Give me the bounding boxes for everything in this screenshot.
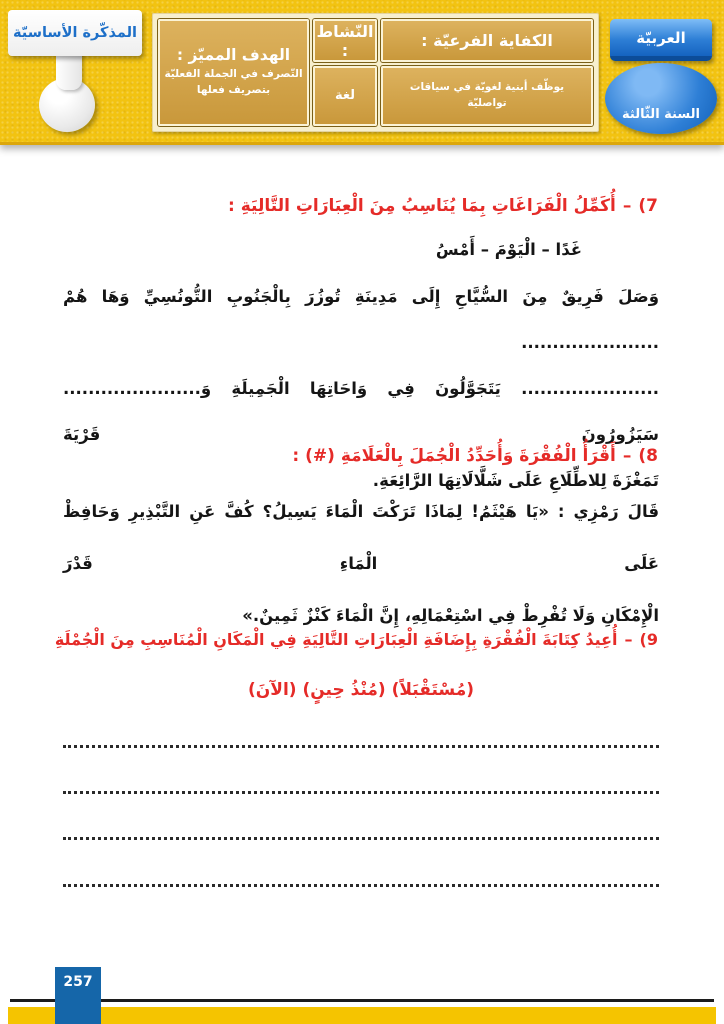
header-info-table bbox=[152, 13, 599, 132]
question-9-dash: – bbox=[624, 630, 633, 649]
pin-stem-shape bbox=[56, 50, 82, 90]
question-8-paragraph bbox=[63, 486, 659, 642]
question-7-paragraph bbox=[63, 274, 659, 504]
objective-content-line2: بتصريف فعلها bbox=[196, 84, 271, 96]
paragraph-line: الْإِمْكَانِ وَلَا تُفْرِطْ فِي اسْتِعْمَالِهِ، إِنَّ الْمَاءَ كَنْزٌ ثَمِينٌ.» bbox=[242, 606, 659, 625]
footer-rule bbox=[10, 999, 714, 1002]
page-number: 257 bbox=[63, 974, 93, 990]
objective-cell bbox=[158, 19, 309, 126]
answer-line bbox=[63, 884, 659, 887]
question-9-title bbox=[55, 630, 658, 649]
activity-content: لغة bbox=[313, 66, 377, 126]
page-number-badge bbox=[55, 967, 101, 1024]
footer-yellow-bar bbox=[8, 1007, 716, 1024]
question-9-options: (مُسْتَقْبَلاً) (مُنْذُ حِينٍ) (الآنَ) bbox=[248, 680, 474, 700]
question-7-number: 7) bbox=[638, 196, 658, 216]
question-8-text: أَقْرَأُ الْفُقْرَةَ وَأُحَدِّدُ الْجُمَلَ بِالْعَلَامَةِ (#) : bbox=[292, 446, 616, 466]
activity-title: النّشاط : bbox=[313, 19, 377, 62]
basic-note-badge bbox=[8, 10, 142, 56]
question-9-text: أُعِيدُ كِتَابَةَ الْفُقْرَةِ بِإِضَافَةِ الْعِبَارَاتِ التَّالِيَةِ فِي الْمَكَانِ الْمُنَاسِبِ مِنَ الْجُمْلَةِ bbox=[54, 630, 618, 649]
question-8-dash: – bbox=[622, 446, 632, 466]
answer-line bbox=[63, 837, 659, 840]
competency-column bbox=[381, 19, 593, 126]
subject-tab bbox=[610, 19, 712, 61]
subject-tab-label: العربيّة bbox=[636, 28, 686, 47]
answer-line bbox=[63, 745, 659, 748]
question-9-number: 9) bbox=[639, 630, 658, 649]
word-bank: غَدًا – الْيَوْمَ – أَمْسُ bbox=[435, 240, 582, 259]
question-7-dash: – bbox=[622, 196, 632, 216]
year-badge-label: السنة الثّالثة bbox=[622, 107, 700, 122]
question-8-title bbox=[292, 446, 658, 466]
objective-column bbox=[158, 19, 309, 126]
objective-title: الهدف المميّز : bbox=[176, 46, 291, 65]
answer-line bbox=[63, 791, 659, 794]
badge-label: المذكّرة الأساسيّة bbox=[12, 25, 137, 41]
competency-title: الكفاية الفرعيّة : bbox=[381, 19, 593, 62]
activity-column bbox=[313, 19, 377, 126]
objective-content-line1: التّصرف في الجملة الفعليّة bbox=[164, 68, 303, 81]
header-band bbox=[0, 0, 724, 145]
question-8-number: 8) bbox=[638, 446, 658, 466]
question-7-text: أُكَمِّلُ الْفَرَاغَاتِ بِمَا يُنَاسِبُ مِنَ الْعِبَارَاتِ التَّالِيَةِ : bbox=[228, 196, 616, 216]
competency-content: يوظّف أبنية لغويّة في سياقات تواصليّة bbox=[381, 66, 593, 126]
question-7-title bbox=[228, 196, 658, 216]
paragraph-line: وَصَلَ فَرِيقٌ مِنَ السُّيَّاحِ إِلَى مَدِينَةِ تُوزُرَ بِالْجَنُوبِ التُّونُسِيِّ وَهَا هُمْ ...................... bbox=[63, 287, 659, 352]
year-badge bbox=[605, 63, 717, 134]
paragraph-line: قَالَ رَمْزِي : «يَا هَيْثَمُ! لِمَاذَا تَرَكْتَ الْمَاءَ يَسِيلُ؟ كُفَّ عَنِ التَّبْذِيرِ وَحَافِظْ عَلَى الْمَاءِ قَدْرَ bbox=[63, 502, 659, 573]
paragraph-line: تَمَغْزَةَ لِلاطِّلَاعِ عَلَى شَلَّالَاتِهَا الرَّائِعَةِ. bbox=[372, 471, 659, 490]
paragraph-line: ...................... يَتَجَوَّلُونَ فِي وَاحَاتِهَا الْجَمِيلَةِ وَ...................... سَيَزُورُونَ قَرْيَةَ bbox=[63, 379, 659, 444]
